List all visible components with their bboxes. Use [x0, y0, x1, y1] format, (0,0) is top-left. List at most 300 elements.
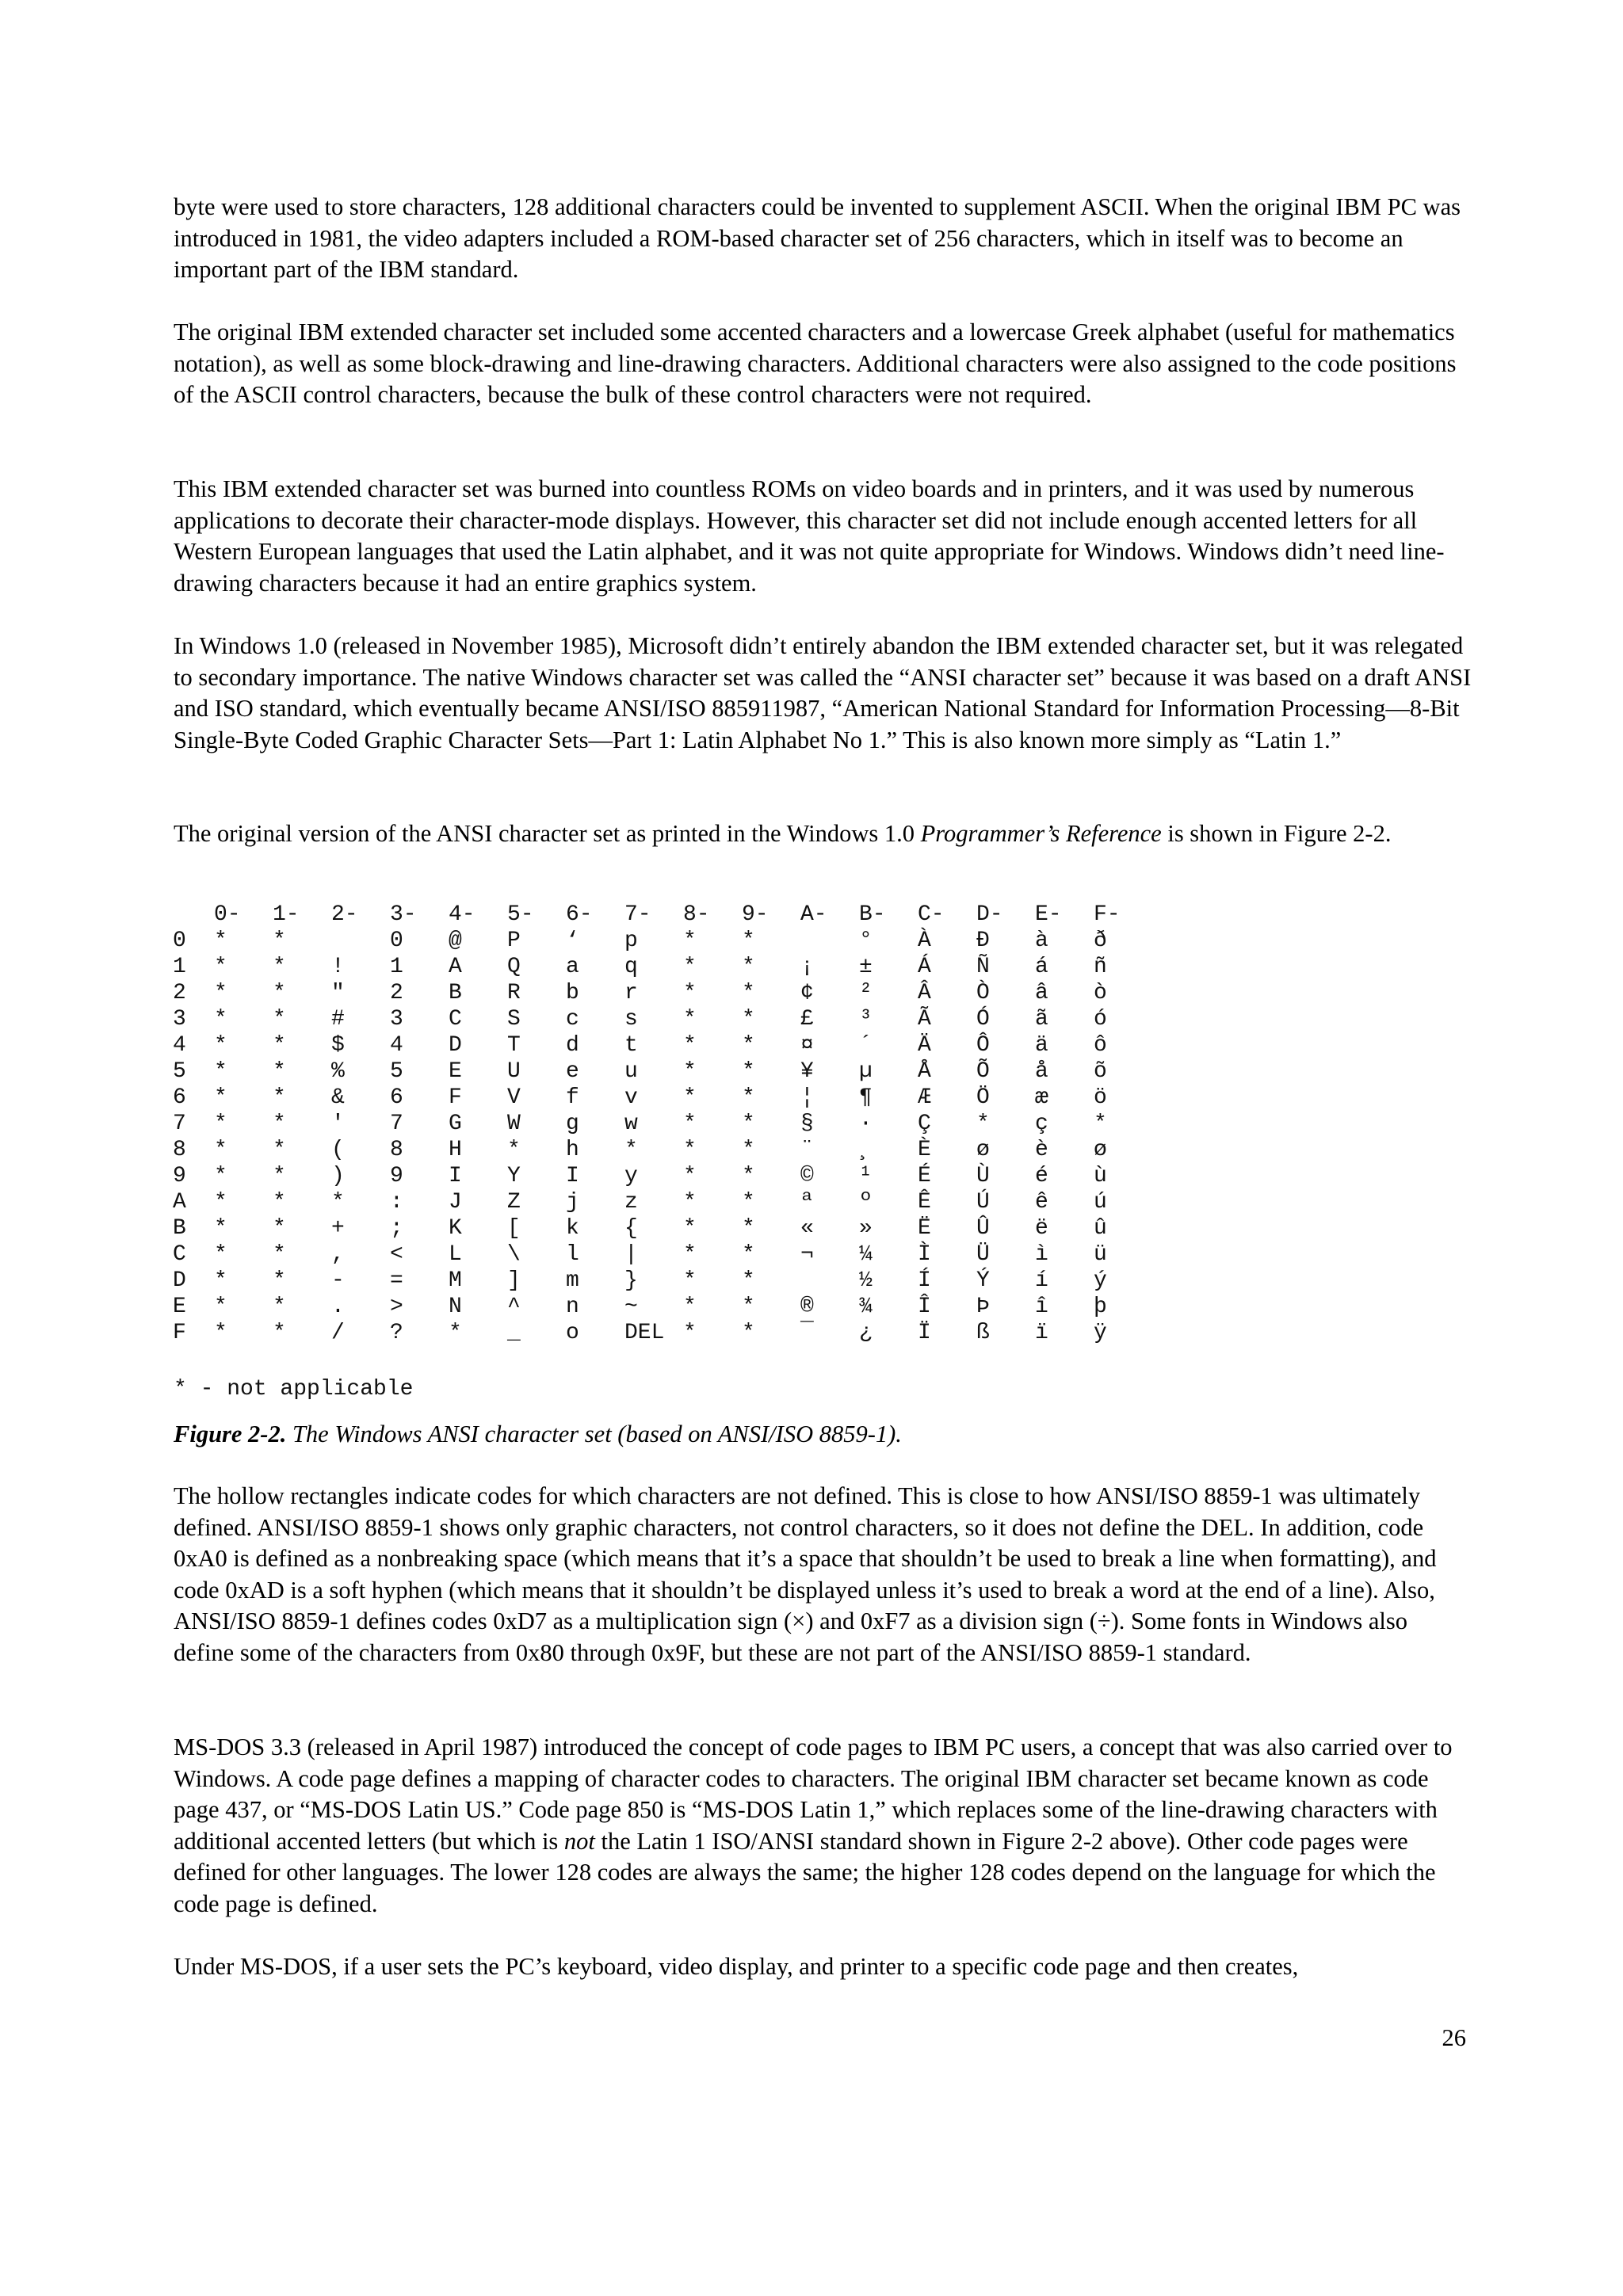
table-cell: *: [214, 1059, 227, 1084]
table-cell: *: [507, 1138, 521, 1162]
table-cell: ': [331, 1112, 345, 1136]
table-cell: *: [214, 955, 227, 979]
table-cell: ê: [1035, 1190, 1048, 1215]
table-cell: Å: [918, 1059, 931, 1084]
table-cell: P: [507, 929, 521, 953]
table-cell: ¡: [800, 955, 814, 979]
table-cell: c: [566, 1007, 579, 1032]
table-cell: *: [683, 1190, 697, 1215]
table-cell: .: [331, 1295, 345, 1319]
table-cell: [800, 1268, 859, 1294]
column-header: E-: [1035, 902, 1062, 927]
table-cell: Y: [507, 1164, 521, 1188]
paragraph-7-italic: not: [563, 1827, 595, 1855]
table-cell: H: [449, 1138, 462, 1162]
table-cell: *: [331, 1190, 345, 1215]
table-cell: ®: [800, 1295, 814, 1319]
column-header: 0-: [214, 902, 241, 927]
table-cell: *: [214, 1190, 227, 1215]
table-cell: %: [331, 1059, 345, 1084]
row-header: 2: [173, 981, 186, 1005]
table-cell: Ì: [918, 1242, 931, 1267]
table-cell: *: [976, 1112, 990, 1136]
table-cell: M: [449, 1268, 462, 1293]
row-header: 4: [173, 1033, 186, 1058]
table-cell: d: [566, 1033, 579, 1058]
table-cell: ,: [331, 1242, 345, 1267]
table-cell: þ: [1094, 1295, 1107, 1319]
table-cell: l: [566, 1242, 579, 1267]
column-header: 3-: [390, 902, 417, 927]
table-cell: 6: [390, 1085, 403, 1110]
paragraph-5-text-a: The original version of the ANSI character set as printed in the Windows 1.0: [174, 820, 921, 847]
table-cell: @: [449, 929, 462, 953]
table-cell: Ú: [976, 1190, 990, 1215]
paragraph-6: The hollow rectangles indicate codes for which characters are not defined. This is close to how ANSI/ISO 8859-1 was ultimately defined. ANSI/ISO 8859-1 shows only graphic characters, not control characters, so it does not define the DEL. In addition, code 0xA0 is defined as a nonbreaking space (which means that it’s a space that shouldn’t be used to break a line when formatting), and code 0xAD is a soft hyphen (which means that it shouldn’t be displayed unless it’s used to break a word at the end of a line). Also, ANSI/ISO 8859-1 defines codes 0xD7 as a multiplication sign (×) and 0xF7 as a division sign (÷). Some fonts in Windows also define some of the characters from 0x80 through 0x9F, but these are not part of the ANSI/ISO 8859-1 standard.: [174, 1482, 1437, 1666]
table-cell: *: [683, 1164, 697, 1188]
table-cell: !: [331, 955, 345, 979]
table-cell: £: [800, 1007, 814, 1032]
table-cell: Þ: [976, 1295, 990, 1319]
table-row: [173, 1215, 1152, 1241]
row-header: 3: [173, 1007, 186, 1032]
table-cell: R: [507, 981, 521, 1005]
row-header: 1: [173, 955, 186, 979]
column-header: 6-: [566, 902, 593, 927]
table-cell: ø: [976, 1138, 990, 1162]
table-body: [173, 928, 1152, 1346]
table-cell: }: [624, 1268, 638, 1293]
table-cell: /: [331, 1321, 345, 1345]
table-row: [173, 1241, 1152, 1268]
table-cell: *: [273, 1268, 286, 1293]
table-cell: *: [742, 1033, 755, 1058]
table-cell: â: [1035, 981, 1048, 1005]
table-cell: *: [273, 1059, 286, 1084]
table-row: [173, 1032, 1152, 1058]
table-cell: I: [449, 1164, 462, 1188]
table-cell: *: [683, 1216, 697, 1241]
table-cell: ¿: [859, 1321, 873, 1345]
table-cell: *: [742, 1085, 755, 1110]
table-cell: <: [390, 1242, 403, 1267]
table-cell: *: [742, 1112, 755, 1136]
table-cell: *: [214, 929, 227, 953]
column-header: B-: [859, 902, 886, 927]
table-cell: A: [449, 955, 462, 979]
table-cell: 7: [390, 1112, 403, 1136]
table-cell: 4: [390, 1033, 403, 1058]
column-header: 5-: [507, 902, 534, 927]
table-cell: Æ: [918, 1085, 931, 1110]
table-cell: Ê: [918, 1190, 931, 1215]
table-cell: b: [566, 981, 579, 1005]
table-cell: *: [742, 955, 755, 979]
paragraph-7: [174, 1732, 1473, 1920]
table-cell: ‘: [566, 929, 579, 953]
table-cell: *: [214, 1112, 227, 1136]
table-cell: W: [507, 1112, 521, 1136]
table-cell: S: [507, 1007, 521, 1032]
table-cell: *: [273, 1033, 286, 1058]
table-cell: é: [1035, 1164, 1048, 1188]
table-cell: È: [918, 1138, 931, 1162]
table-cell: V: [507, 1085, 521, 1110]
paragraph-3: This IBM extended character set was burned into countless ROMs on video boards and in printers, and it was used by numerous applications to decorate their character-mode displays. However, this character set did not include enough accented letters for all Western European languages that used the Latin alphabet, and it was not quite appropriate for Windows. Windows didn’t need line-drawing characters because it had an entire graphics system.: [174, 475, 1445, 597]
table-cell: >: [390, 1295, 403, 1319]
table-cell: ç: [1035, 1112, 1048, 1136]
table-cell: p: [624, 929, 638, 953]
table-cell: *: [273, 1216, 286, 1241]
table-cell: ¬: [800, 1242, 814, 1267]
table-cell: C: [449, 1007, 462, 1032]
table-row: [173, 1058, 1152, 1085]
row-header: B: [173, 1216, 186, 1241]
table-cell: y: [624, 1164, 638, 1188]
table-cell: *: [742, 1007, 755, 1032]
table-cell: 1: [390, 955, 403, 979]
table-cell: °: [859, 929, 873, 953]
table-cell: J: [449, 1190, 462, 1215]
column-header: 2-: [331, 902, 358, 927]
column-header: A-: [800, 902, 827, 927]
table-cell: ý: [1094, 1268, 1107, 1293]
table-cell: *: [273, 1112, 286, 1136]
table-cell: ²: [859, 981, 873, 1005]
table-cell: E: [449, 1059, 462, 1084]
table-row: [173, 1268, 1152, 1294]
table-cell: Ö: [976, 1085, 990, 1110]
table-cell: «: [800, 1216, 814, 1241]
column-header: 7-: [624, 902, 651, 927]
table-cell: *: [742, 1242, 755, 1267]
table-cell: _: [507, 1321, 521, 1345]
table-cell: ª: [800, 1190, 814, 1215]
table-cell: ½: [859, 1268, 873, 1293]
table-cell: 9: [390, 1164, 403, 1188]
column-header: 1-: [273, 902, 300, 927]
table-cell: Ý: [976, 1268, 990, 1293]
row-header: 7: [173, 1112, 186, 1136]
table-cell: í: [1035, 1268, 1048, 1293]
table-row: [173, 1006, 1152, 1032]
table-cell: *: [742, 1321, 755, 1345]
table-cell: ü: [1094, 1242, 1107, 1267]
table-cell: #: [331, 1007, 345, 1032]
table-cell: K: [449, 1216, 462, 1241]
table-cell: æ: [1035, 1085, 1048, 1110]
table-cell: û: [1094, 1216, 1107, 1241]
table-row: [173, 928, 1152, 954]
row-header: E: [173, 1295, 186, 1319]
table-cell: D: [449, 1033, 462, 1058]
table-cell: *: [273, 1321, 286, 1345]
table-cell: ³: [859, 1007, 873, 1032]
row-header: 9: [173, 1164, 186, 1188]
table-cell: Ã: [918, 1007, 931, 1032]
table-cell: &: [331, 1085, 345, 1110]
table-cell: ä: [1035, 1033, 1048, 1058]
table-cell: ¸: [859, 1138, 873, 1162]
paragraph-5-text-b: is shown in Figure 2-2.: [1161, 820, 1392, 847]
table-cell: *: [742, 1059, 755, 1084]
table-cell: a: [566, 955, 579, 979]
table-cell: f: [566, 1085, 579, 1110]
table-cell: U: [507, 1059, 521, 1084]
table-cell: Ü: [976, 1242, 990, 1267]
table-cell: N: [449, 1295, 462, 1319]
table-cell: Ô: [976, 1033, 990, 1058]
table-cell: s: [624, 1007, 638, 1032]
table-cell: \: [507, 1242, 521, 1267]
row-header: 0: [173, 929, 186, 953]
table-cell: Î: [918, 1295, 931, 1319]
table-cell: ë: [1035, 1216, 1048, 1241]
table-corner: [173, 902, 214, 928]
paragraph-4: In Windows 1.0 (released in November 1985), Microsoft didn’t entirely abandon the IBM extended character set, but it was relegated to secondary importance. The native Windows character set was called the “ANSI character set” because it was based on a draft ANSI and ISO standard, which eventually became ANSI/ISO 885911987, “American National Standard for Information Processing—8-Bit Single-Byte Coded Graphic Character Sets—Part 1: Latin Alphabet No 1.” This is also known more simply as “Latin 1.”: [174, 632, 1472, 753]
table-cell: *: [214, 1138, 227, 1162]
table-cell: á: [1035, 955, 1048, 979]
table-cell: +: [331, 1216, 345, 1241]
table-cell: Q: [507, 955, 521, 979]
paragraph-2: The original IBM extended character set included some accented characters and a lowercase Greek alphabet (useful for mathematics notation), as well as some block-drawing and line-drawing characters. Additional characters were also assigned to the code positions of the ASCII control characters, because the bulk of these control characters were not required.: [174, 318, 1457, 408]
table-cell: [: [507, 1216, 521, 1241]
table-cell: *: [214, 1085, 227, 1110]
table-cell: *: [742, 1295, 755, 1319]
table-cell: e: [566, 1059, 579, 1084]
table-cell: ú: [1094, 1190, 1107, 1215]
table-cell: *: [273, 981, 286, 1005]
table-cell: ñ: [1094, 955, 1107, 979]
row-header: 5: [173, 1059, 186, 1084]
table-footnote: * - not applicable: [174, 1377, 414, 1402]
column-header: 9-: [742, 902, 769, 927]
table-cell: [331, 928, 390, 954]
table-cell: º: [859, 1190, 873, 1215]
paragraph-7-text-b: the Latin 1 ISO/ANSI standard shown in Figure 2-2 above). Other code pages were defined for other languages. The lower 128 codes are always the same; the higher 128 codes depend on the language for which the code page is defined.: [174, 1827, 1436, 1917]
table-cell: ß: [976, 1321, 990, 1345]
table-cell: *: [683, 1112, 697, 1136]
table-cell: w: [624, 1112, 638, 1136]
table-cell: ¦: [800, 1085, 814, 1110]
table-cell: å: [1035, 1059, 1048, 1084]
table-cell: ±: [859, 955, 873, 979]
table-cell: -: [331, 1268, 345, 1293]
table-cell: T: [507, 1033, 521, 1058]
table-cell: *: [273, 1295, 286, 1319]
table-cell: *: [273, 1242, 286, 1267]
table-cell: *: [683, 981, 697, 1005]
table-cell: §: [800, 1112, 814, 1136]
table-cell: è: [1035, 1138, 1048, 1162]
table-row: [173, 1137, 1152, 1163]
table-cell: ï: [1035, 1321, 1048, 1345]
table-cell: ð: [1094, 929, 1107, 953]
table-header-row: [173, 902, 1152, 928]
table-cell: ^: [507, 1295, 521, 1319]
table-cell: ¼: [859, 1242, 873, 1267]
table-cell: Í: [918, 1268, 931, 1293]
table-cell: *: [683, 955, 697, 979]
table-cell: G: [449, 1112, 462, 1136]
table-row: [173, 1111, 1152, 1137]
table-cell: *: [273, 1138, 286, 1162]
table-cell: Ï: [918, 1321, 931, 1345]
table-cell: *: [683, 1085, 697, 1110]
table-cell: õ: [1094, 1059, 1107, 1084]
table-cell: Ù: [976, 1164, 990, 1188]
row-header: 8: [173, 1138, 186, 1162]
table-cell: *: [683, 1138, 697, 1162]
table-cell: *: [214, 981, 227, 1005]
table-cell: ¤: [800, 1033, 814, 1058]
table-row: [173, 1163, 1152, 1189]
table-cell: É: [918, 1164, 931, 1188]
column-header: C-: [918, 902, 945, 927]
table-cell: ÿ: [1094, 1321, 1107, 1345]
table-cell: µ: [859, 1059, 873, 1084]
table-cell: Z: [507, 1190, 521, 1215]
table-row: [173, 1085, 1152, 1111]
table-cell: *: [624, 1138, 638, 1162]
table-cell: L: [449, 1242, 462, 1267]
ansi-character-table: [173, 902, 1152, 1346]
table-cell: *: [683, 1321, 697, 1345]
table-cell: À: [918, 929, 931, 953]
table-cell: Â: [918, 981, 931, 1005]
table-cell: Á: [918, 955, 931, 979]
table-cell: [800, 928, 859, 954]
table-cell: *: [742, 1216, 755, 1241]
table-cell: *: [742, 929, 755, 953]
table-cell: *: [214, 1295, 227, 1319]
table-cell: Õ: [976, 1059, 990, 1084]
column-header: D-: [976, 902, 1003, 927]
table-cell: *: [214, 1242, 227, 1267]
table-cell: B: [449, 981, 462, 1005]
table-cell: Ç: [918, 1112, 931, 1136]
table-cell: |: [624, 1242, 638, 1267]
table-cell: q: [624, 955, 638, 979]
table-cell: u: [624, 1059, 638, 1084]
table-cell: v: [624, 1085, 638, 1110]
table-cell: *: [742, 1268, 755, 1293]
table-row: [173, 1189, 1152, 1215]
table-cell: ¶: [859, 1085, 873, 1110]
table-cell: 3: [390, 1007, 403, 1032]
table-cell: *: [683, 1007, 697, 1032]
table-cell: ´: [859, 1033, 873, 1058]
table-cell: I: [566, 1164, 579, 1188]
table-cell: n: [566, 1295, 579, 1319]
table-cell: *: [742, 1164, 755, 1188]
table-cell: Ñ: [976, 955, 990, 979]
table-cell: *: [273, 929, 286, 953]
table-cell: *: [273, 1007, 286, 1032]
table-cell: ): [331, 1164, 345, 1188]
table-cell: Ä: [918, 1033, 931, 1058]
table-cell: ¾: [859, 1295, 873, 1319]
column-header: 4-: [449, 902, 475, 927]
table-cell: 0: [390, 929, 403, 953]
table-row: [173, 1320, 1152, 1346]
table-cell: r: [624, 981, 638, 1005]
table-cell: =: [390, 1268, 403, 1293]
table-cell: *: [683, 1059, 697, 1084]
table-cell: ã: [1035, 1007, 1048, 1032]
table-cell: ·: [859, 1112, 873, 1136]
row-header: F: [173, 1321, 186, 1345]
table-cell: *: [742, 981, 755, 1005]
table-cell: Ë: [918, 1216, 931, 1241]
table-cell: î: [1035, 1295, 1048, 1319]
paragraph-5: [174, 818, 1473, 850]
table-row: [173, 1294, 1152, 1320]
table-cell: *: [214, 1164, 227, 1188]
table-cell: *: [214, 1007, 227, 1032]
table-cell: ": [331, 981, 345, 1005]
table-cell: ì: [1035, 1242, 1048, 1267]
table-cell: ¨: [800, 1138, 814, 1162]
row-header: D: [173, 1268, 186, 1293]
table-cell: {: [624, 1216, 638, 1241]
table-cell: »: [859, 1216, 873, 1241]
row-header: C: [173, 1242, 186, 1267]
table-cell: 2: [390, 981, 403, 1005]
table-cell: ¹: [859, 1164, 873, 1188]
table-cell: ô: [1094, 1033, 1107, 1058]
table-cell: *: [683, 1295, 697, 1319]
table-cell: *: [214, 1216, 227, 1241]
table-cell: ø: [1094, 1138, 1107, 1162]
table-cell: ]: [507, 1268, 521, 1293]
table-cell: j: [566, 1190, 579, 1215]
row-header: 6: [173, 1085, 186, 1110]
table-cell: t: [624, 1033, 638, 1058]
table-cell: ù: [1094, 1164, 1107, 1188]
table-cell: Û: [976, 1216, 990, 1241]
table-cell: m: [566, 1268, 579, 1293]
table-cell: ¢: [800, 981, 814, 1005]
column-header: F-: [1094, 902, 1121, 927]
table-cell: *: [1094, 1112, 1107, 1136]
table-cell: DEL: [624, 1321, 665, 1345]
table-cell: *: [273, 1190, 286, 1215]
table-cell: F: [449, 1085, 462, 1110]
paragraph-7-text-a: MS-DOS 3.3 (released in April 1987) introduced the concept of code pages to IBM PC users, a concept that was also carried over to Windows. A code page defines a mapping of character codes to characters. The original IBM character set became known as code page 437, or “MS-DOS Latin US.” Code page 850 is “MS-DOS Latin 1,” which replaces some of the line-drawing characters with additional accented letters (but which is: [174, 1733, 1453, 1855]
table-cell: *: [273, 1085, 286, 1110]
table-cell: ¯: [800, 1321, 814, 1345]
table-cell: *: [683, 1033, 697, 1058]
table-cell: :: [390, 1190, 403, 1215]
table-row: [173, 980, 1152, 1006]
table-cell: *: [742, 1138, 755, 1162]
row-header: A: [173, 1190, 186, 1215]
table-cell: Ò: [976, 981, 990, 1005]
table-cell: ò: [1094, 981, 1107, 1005]
table-cell: ó: [1094, 1007, 1107, 1032]
table-cell: ?: [390, 1321, 403, 1345]
paragraph-5-italic: Programmer’s Reference: [920, 820, 1162, 847]
table-cell: o: [566, 1321, 579, 1345]
table-cell: *: [742, 1190, 755, 1215]
table-cell: 8: [390, 1138, 403, 1162]
table-cell: 5: [390, 1059, 403, 1084]
table-cell: à: [1035, 929, 1048, 953]
column-header: 8-: [683, 902, 710, 927]
table-cell: g: [566, 1112, 579, 1136]
table-cell: *: [683, 1268, 697, 1293]
